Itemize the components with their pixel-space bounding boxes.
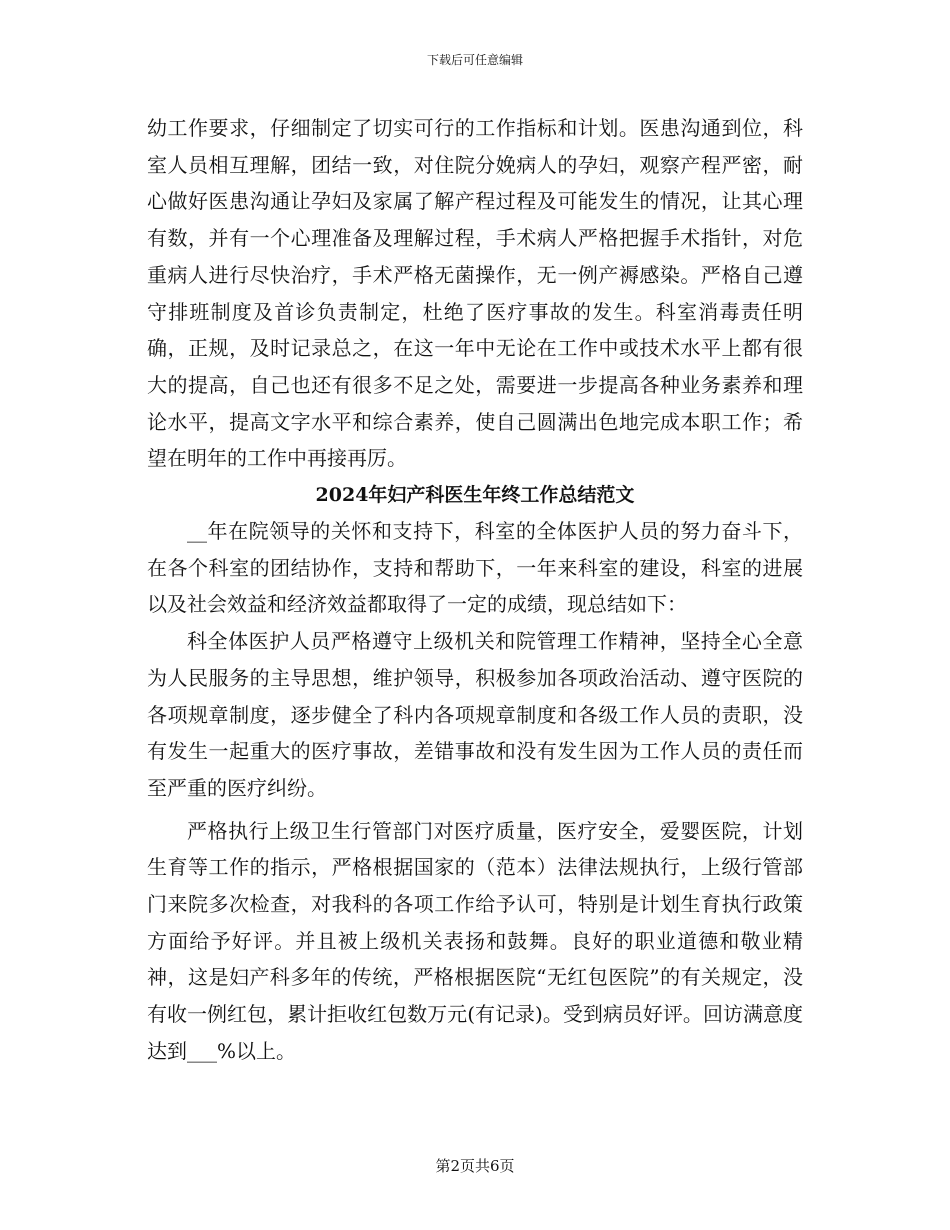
- body-paragraph-1: __年在院领导的关怀和支持下，科室的全体医护人员的努力奋斗下，在各个科室的团结协作，支持和帮助下，一年来科室的建设，科室的进展以及社会效益和经济效益都取得了一定的成绩，现总结如下：: [147, 519, 803, 617]
- continued-paragraph: 幼工作要求，仔细制定了切实可行的工作指标和计划。医患沟通到位，科室人员相互理解，团结一致，对住院分娩病人的孕妇，观察产程严密，耐心做好医患沟通让孕妇及家属了解产程过程及可能发生的情况，让其心理有数，并有一个心理准备及理解过程，手术病人严格把握手术指针，对危重病人进行尽快治疗，手术严格无菌操作，无一例产褥感染。严格自己遵守排班制度及首诊负责制定，杜绝了医疗事故的发生。科室消毒责任明确，正规，及时记录总之，在这一年中无论在工作中或技术水平上都有很大的提高，自己也还有很多不足之处，需要进一步提高各种业务素养和理论水平，提高文字水平和综合素养，使自己圆满出色地完成本职工作；希望在明年的工作中再接再厉。: [147, 116, 803, 471]
- page-number: 第2页共6页: [435, 1157, 515, 1175]
- body-paragraph-3: 严格执行上级卫生行管部门对医疗质量，医疗安全，爱婴医院，计划生育等工作的指示，严格根据国家的（范本）法律法规执行，上级行管部门来院多次检查，对我科的各项工作给予认可，特别是计划生育执行政策方面给予好评。并且被上级机关表扬和鼓舞。良好的职业道德和敬业精神，这是妇产科多年的传统，严格根据医院“无红包医院”的有关规定，没有收一例红包，累计拒收红包数万元(有记录)。受到病员好评。回访满意度达到___%以上。: [147, 818, 803, 1063]
- page-header-note: 下载后可任意编辑: [426, 53, 523, 67]
- document-body: [147, 110, 803, 1070]
- body-paragraph-2: 科全体医护人员严格遵守上级机关和院管理工作精神，坚持全心全意为人民服务的主导思想，维护领导，积极参加各项政治活动、遵守医院的各项规章制度，逐步健全了科内各项规章制度和各级工作人员的责职，没有发生一起重大的医疗事故，差错事故和没有发生因为工作人员的责任而至严重的医疗纠纷。: [147, 629, 803, 800]
- document-title: 2024年妇产科医生年终工作总结范文: [315, 484, 635, 507]
